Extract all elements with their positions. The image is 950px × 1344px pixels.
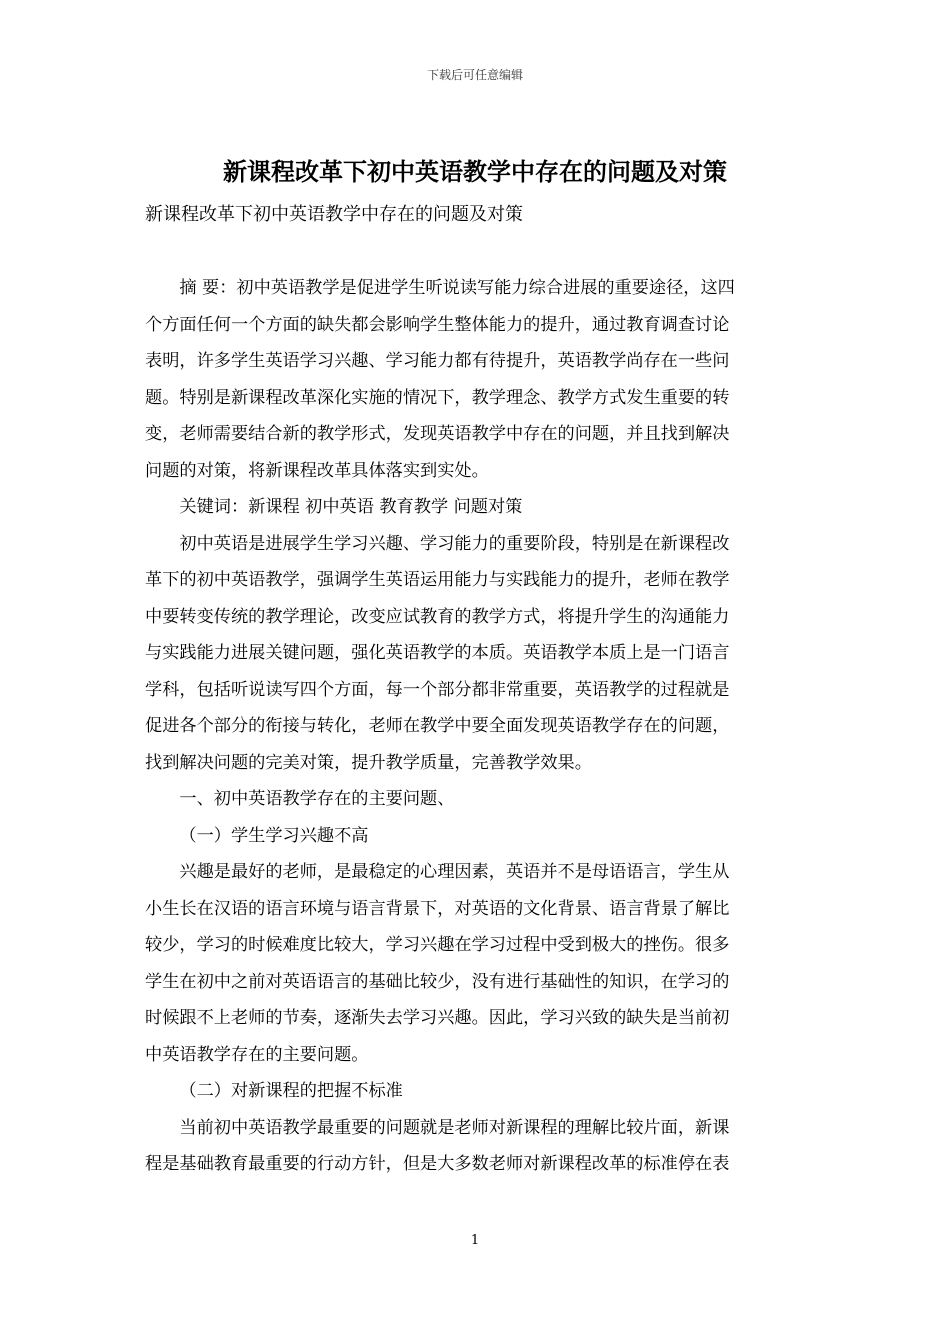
subsection-heading: [145, 818, 807, 855]
heading-line: （一）学生学习兴趣不高: [179, 825, 369, 846]
document-title: 新课程改革下初中英语教学中存在的问题及对策: [223, 157, 727, 186]
text-line: 小生长在汉语的语言环境与语言背景下，对英语的文化背景、语言背景了解比: [145, 898, 730, 919]
text-line: 个方面任何一个方面的缺失都会影响学生整体能力的提升，通过教育调查讨论: [145, 314, 730, 335]
text-line: 促进各个部分的衔接与转化，老师在教学中要全面发现英语教学存在的问题，: [145, 716, 730, 736]
text-line: 时候跟不上老师的节奏，逐渐失去学习兴趣。因此，学习兴致的缺失是当前初: [145, 1008, 730, 1028]
text-line: 表明，许多学生英语学习兴趣、学习能力都有待提升，英语教学尚存在一些问: [145, 351, 730, 371]
subsection-paragraph: [145, 854, 807, 1073]
text-line: 程是基础教育最重要的行动方针，但是大多数老师对新课程改革的标准停在表: [145, 1154, 730, 1174]
text-line: 学生在初中之前对英语语言的基础比较少，没有进行基础性的知识，在学习的: [145, 971, 730, 992]
heading-line: （二）对新课程的把握不标准: [179, 1081, 403, 1101]
text-line: 学科，包括听说读写四个方面，每一个部分都非常重要，英语教学的过程就是: [145, 679, 730, 700]
text-line: 兴趣是最好的老师，是最稳定的心理因素，英语并不是母语语言，学生从: [179, 862, 730, 882]
document-body: [145, 270, 807, 1183]
text-line: 革下的初中英语教学，强调学生英语运用能力与实践能力的提升，老师在教学: [145, 570, 730, 590]
text-line: 与实践能力进展关键问题，强化英语教学的本质。英语教学本质上是一门语言: [145, 643, 730, 663]
page-number: 1: [470, 1233, 480, 1248]
abstract-paragraph: [145, 270, 807, 489]
text-line: 题。特别是新课程改革深化实施的情况下，教学理念、教学方式发生重要的转: [145, 387, 730, 408]
text-line: 摘 要：初中英语教学是促进学生听说读写能力综合进展的重要途径，这四: [179, 278, 735, 298]
page-header-note: 下载后可任意编辑: [426, 68, 523, 82]
keywords-line: 关键词：新课程 初中英语 教育教学 问题对策: [179, 497, 523, 517]
intro-paragraph: [145, 526, 807, 782]
heading-line: 一、初中英语教学存在的主要问题、: [179, 789, 455, 809]
keywords-paragraph: [145, 489, 807, 526]
document-subtitle: 新课程改革下初中英语教学中存在的问题及对策: [145, 204, 523, 225]
text-line: 中要转变传统的教学理论，改变应试教育的教学方式，将提升学生的沟通能力: [145, 606, 730, 627]
text-line: 中英语教学存在的主要问题。: [145, 1044, 369, 1065]
text-line: 变，老师需要结合新的教学形式，发现英语教学中存在的问题，并且找到解决: [145, 424, 730, 444]
subsection-paragraph: [145, 1110, 807, 1183]
text-line: 当前初中英语教学最重要的问题就是老师对新课程的理解比较片面，新课: [179, 1117, 730, 1138]
text-line: 问题的对策，将新课程改革具体落实到实处。: [145, 460, 489, 481]
section-heading: [145, 781, 807, 818]
text-line: 找到解决问题的完美对策，提升教学质量，完善教学效果。: [145, 752, 592, 773]
text-line: 初中英语是进展学生学习兴趣、学习能力的重要阶段，特别是在新课程改: [179, 533, 730, 554]
text-line: 较少，学习的时候难度比较大，学习兴趣在学习过程中受到极大的挫伤。很多: [145, 935, 730, 955]
subsection-heading: [145, 1073, 807, 1110]
